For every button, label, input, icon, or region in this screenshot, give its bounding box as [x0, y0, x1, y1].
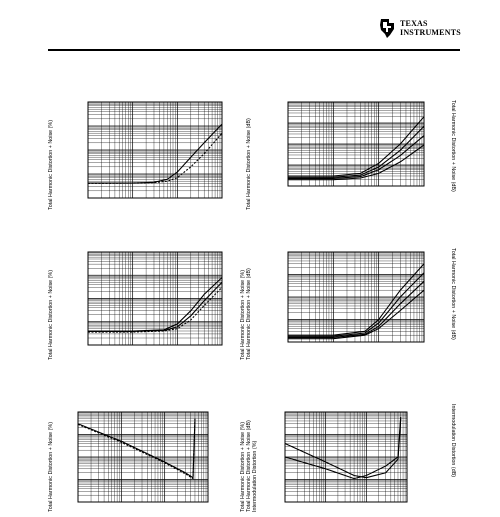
chart-6-ylabel-left2: Total Harmonic Distortion + Noise (dB): [246, 420, 252, 512]
chart-5-ylabel: Total Harmonic Distortion + Noise (%): [48, 421, 54, 512]
chart-2-plot: [288, 102, 424, 186]
chart-2: [288, 102, 424, 186]
chart-6-ylabel-center: Intermodulation Distortion (%): [252, 440, 258, 512]
chart-6-series-2: [285, 417, 401, 479]
logo-word-texas: TEXAS: [400, 19, 428, 28]
chart-4-plot: [288, 252, 424, 342]
chart-4-series-3: [288, 281, 424, 337]
chart-1-plot: [88, 102, 222, 198]
chart-1: [88, 102, 222, 198]
chart-5-plot: [78, 412, 208, 502]
chart-6: [285, 412, 407, 502]
chart-6-ylabel-left: Total Harmonic Distortion + Noise (%): [240, 421, 246, 512]
chart-3-ylabel: Total Harmonic Distortion + Noise (%): [48, 269, 54, 360]
chart-4: [288, 252, 424, 342]
chart-1-series-2: [88, 133, 222, 183]
chart-4-ylabel-left: Total Harmonic Distortion + Noise (%): [240, 269, 246, 360]
chart-5: [78, 412, 208, 502]
header-rule: [48, 49, 460, 51]
chart-6-ylabel-right: Intermodulation Distortion (dB): [450, 404, 456, 478]
chart-2-ylabel-right: Total Harmonic Distortion + Noise (dB): [450, 100, 456, 192]
chart-2-ylabel-left: Total Harmonic Distortion + Noise (dB): [246, 118, 252, 210]
chart-4-ylabel-right: Total Harmonic Distortion + Noise (dB): [450, 248, 456, 340]
chart-3: [88, 252, 222, 345]
chart-2-series-3: [288, 136, 424, 179]
chart-6-plot: [285, 412, 407, 502]
chart-5-series-2: [78, 417, 195, 479]
chart-3-plot: [88, 252, 222, 345]
chart-1-ylabel: Total Harmonic Distortion + Noise (%): [48, 119, 54, 210]
ti-state-icon: [378, 17, 398, 39]
chart-4-series-2: [288, 273, 424, 337]
chart-4-ylabel-left2: Total Harmonic Distortion + Noise (dB): [246, 268, 252, 360]
texas-instruments-logo: [378, 17, 464, 39]
logo-word-instruments: INSTRUMENTS: [400, 28, 461, 37]
